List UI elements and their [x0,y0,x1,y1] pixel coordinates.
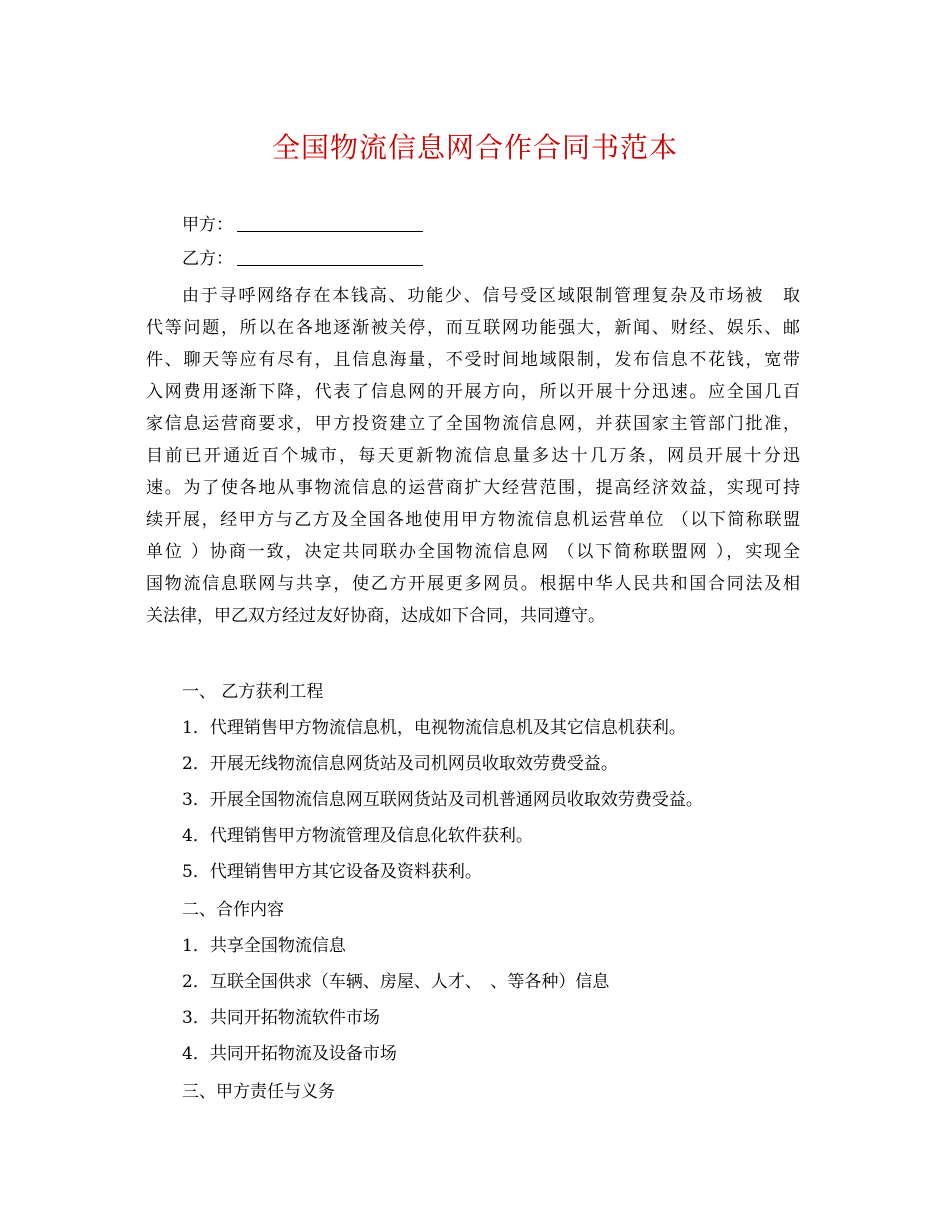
section-2-item: 4．共同开拓物流及设备市场 [182,1044,397,1064]
preamble-line: 家信息运营商要求，甲方投资建立了全国物流信息网，并获国家主管部门批准， [146,414,800,434]
section-2-item: 2．互联全国供求（车辆、房屋、人才、 、等各种）信息 [182,972,610,992]
section-1-item: 3．开展全国物流信息网互联网货站及司机普通网员收取效劳费受益。 [182,790,703,810]
party-b-row [182,246,423,272]
preamble-line: 续开展，经甲方与乙方及全国各地使用甲方物流信息机运营单位 （以下简称联盟 [146,510,800,530]
page-title: 全国物流信息网合作合同书范本 [271,131,678,164]
section-2-item: 1．共享全国物流信息 [182,936,346,956]
party-a-label: 甲方： [182,215,233,235]
preamble-line: 速。为了使各地从事物流信息的运营商扩大经营范围，提高经济效益，实现可持 [146,478,800,498]
preamble-line: 关法律，甲乙双方经过友好协商，达成如下合同，共同遵守。 [146,606,605,626]
preamble-line: 目前已开通近百个城市，每天更新物流信息量多达十几万条，网员开展十分迅 [146,446,800,466]
section-1-item: 2．开展无线物流信息网货站及司机网员收取效劳费受益。 [182,754,618,774]
section-1-item: 4．代理销售甲方物流管理及信息化软件获利。 [182,826,533,846]
preamble-line: 由于寻呼网络存在本钱高、功能少、信号受区域限制管理复杂及市场被 取 [182,286,800,306]
party-b-blank [237,247,423,266]
preamble-line: 单位 ）协商一致，决定共同联办全国物流信息网 （以下简称联盟网 ），实现全 [146,542,800,562]
preamble-line: 入网费用逐渐下降，代表了信息网的开展方向，所以开展十分迅速。应全国几百 [146,382,800,402]
party-b-label: 乙方： [182,249,233,269]
party-a-row [182,212,423,238]
section-2-item: 3．共同开拓物流软件市场 [182,1008,380,1028]
party-a-blank [237,213,423,232]
preamble-line: 件、聊天等应有尽有，且信息海量，不受时间地域限制，发布信息不花钱，宽带 [146,350,800,370]
preamble-line: 代等问题，所以在各地逐渐被关停，而互联网功能强大，新闻、财经、娱乐、邮 [146,318,800,338]
section-1-item: 5．代理销售甲方其它设备及资料获利。 [182,862,482,882]
section-3-heading: 三、甲方责任与义务 [182,1082,335,1102]
section-1-item: 1．代理销售甲方物流信息机，电视物流信息机及其它信息机获利。 [182,718,686,738]
section-2-heading: 二、合作内容 [182,900,284,920]
preamble-paragraph [146,280,800,632]
section-1-heading: 一、 乙方获利工程 [182,682,324,702]
preamble-line: 国物流信息联网与共享，使乙方开展更多网员。根据中华人民共和国合同法及相 [146,574,800,594]
